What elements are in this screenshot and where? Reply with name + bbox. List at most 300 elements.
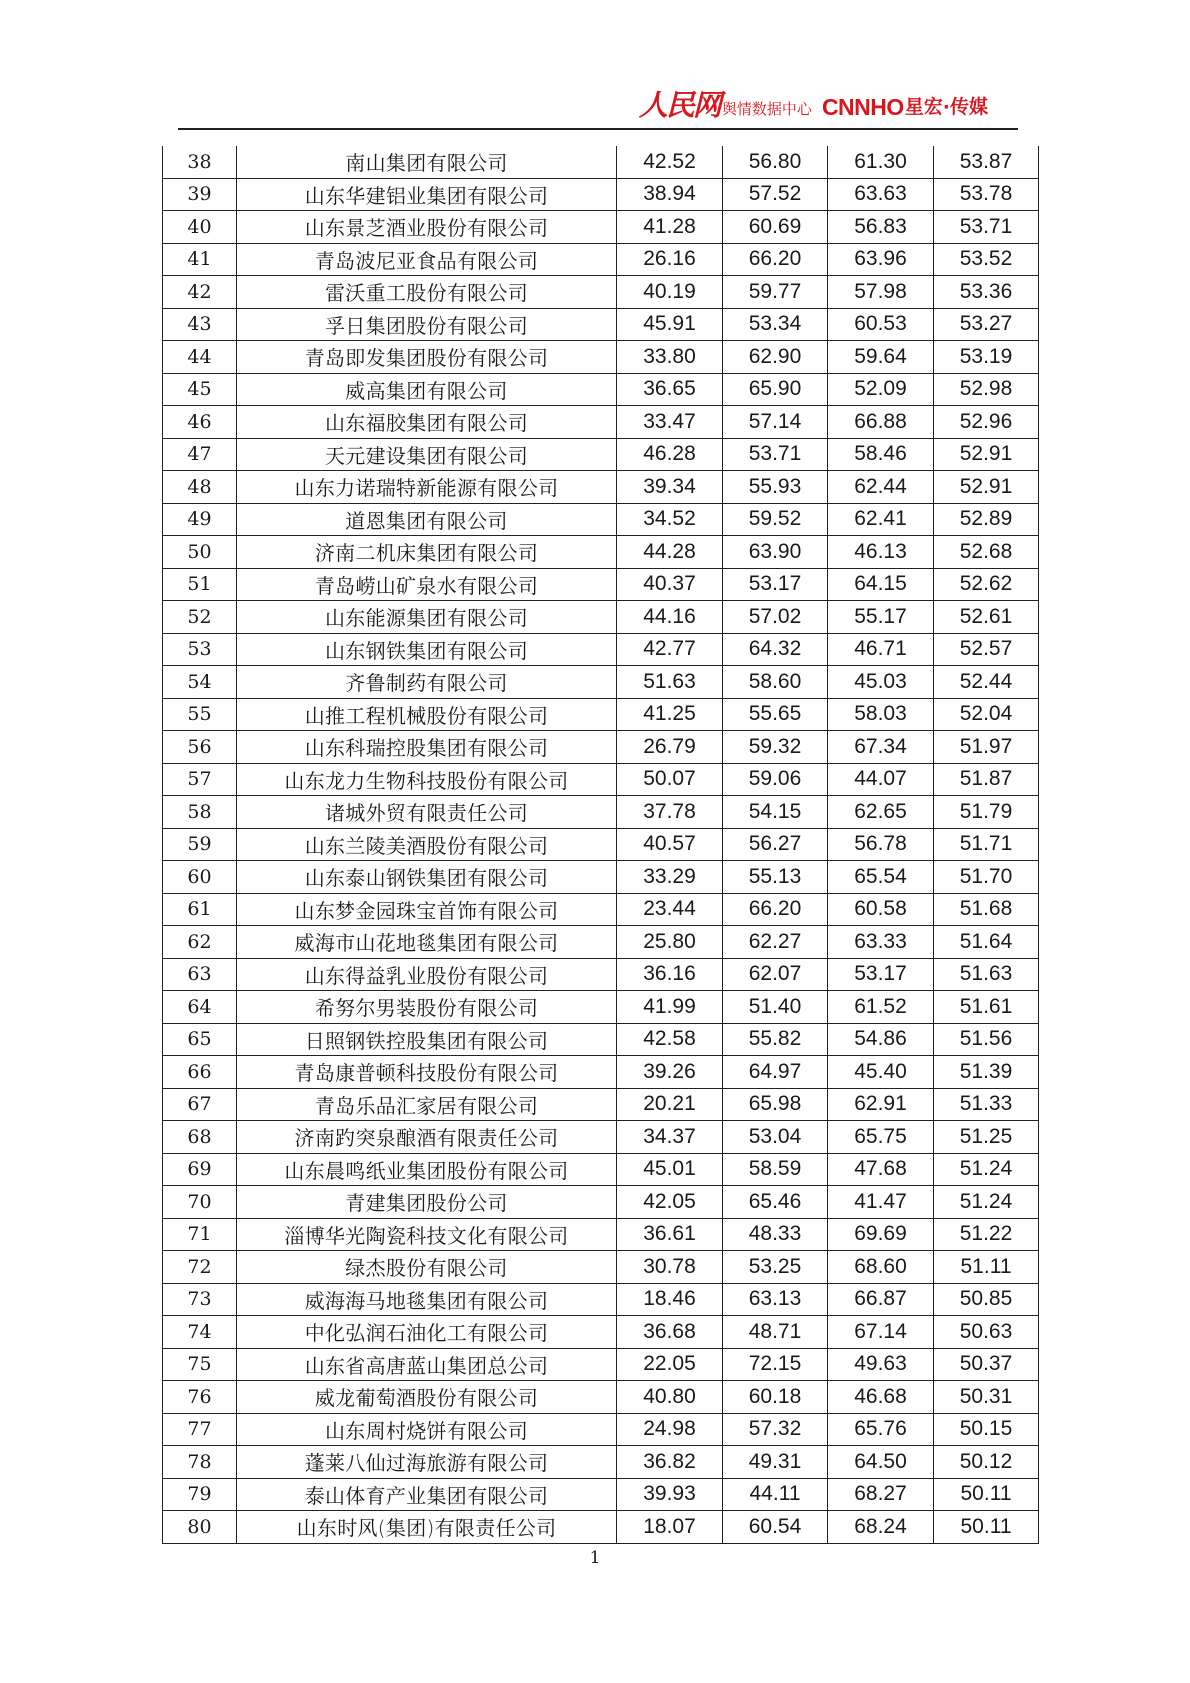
score-2-cell: 55.82 xyxy=(723,1023,828,1056)
rank-cell: 59 xyxy=(163,828,237,861)
table-row xyxy=(163,666,1039,699)
score-1-cell: 33.29 xyxy=(617,861,723,894)
score-2-cell: 56.80 xyxy=(723,146,828,178)
company-name-cell: 青岛康普顿科技股份有限公司 xyxy=(237,1056,617,1089)
score-1-cell: 36.61 xyxy=(617,1218,723,1251)
score-2-cell: 63.13 xyxy=(723,1283,828,1316)
company-name-cell: 山东福胶集团有限公司 xyxy=(237,406,617,439)
rank-cell: 53 xyxy=(163,633,237,666)
total-score-cell: 53.71 xyxy=(934,211,1039,244)
rank-cell: 38 xyxy=(163,146,237,178)
score-3-cell: 55.17 xyxy=(828,601,934,634)
score-1-cell: 40.57 xyxy=(617,828,723,861)
company-name-cell: 山推工程机械股份有限公司 xyxy=(237,698,617,731)
score-2-cell: 53.04 xyxy=(723,1121,828,1154)
score-3-cell: 63.96 xyxy=(828,243,934,276)
score-1-cell: 24.98 xyxy=(617,1413,723,1446)
score-3-cell: 46.13 xyxy=(828,536,934,569)
total-score-cell: 51.24 xyxy=(934,1186,1039,1219)
table-row xyxy=(163,1153,1039,1186)
score-1-cell: 34.52 xyxy=(617,503,723,536)
score-1-cell: 22.05 xyxy=(617,1348,723,1381)
rank-cell: 56 xyxy=(163,731,237,764)
score-1-cell: 26.16 xyxy=(617,243,723,276)
company-name-cell: 青岛波尼亚食品有限公司 xyxy=(237,243,617,276)
score-3-cell: 45.40 xyxy=(828,1056,934,1089)
company-name-cell: 蓬莱八仙过海旅游有限公司 xyxy=(237,1446,617,1479)
score-1-cell: 26.79 xyxy=(617,731,723,764)
total-score-cell: 50.85 xyxy=(934,1283,1039,1316)
table-row xyxy=(163,763,1039,796)
company-name-cell: 中化弘润石油化工有限公司 xyxy=(237,1316,617,1349)
company-name-cell: 山东科瑞控股集团有限公司 xyxy=(237,731,617,764)
table-row xyxy=(163,1381,1039,1414)
rank-cell: 71 xyxy=(163,1218,237,1251)
table-row xyxy=(163,1121,1039,1154)
score-3-cell: 49.63 xyxy=(828,1348,934,1381)
rank-cell: 72 xyxy=(163,1251,237,1284)
total-score-cell: 52.61 xyxy=(934,601,1039,634)
total-score-cell: 52.57 xyxy=(934,633,1039,666)
score-2-cell: 62.07 xyxy=(723,958,828,991)
company-name-cell: 山东能源集团有限公司 xyxy=(237,601,617,634)
score-1-cell: 38.94 xyxy=(617,178,723,211)
table-row xyxy=(163,471,1039,504)
score-1-cell: 33.47 xyxy=(617,406,723,439)
table-row xyxy=(163,341,1039,374)
score-2-cell: 57.02 xyxy=(723,601,828,634)
score-2-cell: 44.11 xyxy=(723,1478,828,1511)
score-3-cell: 46.71 xyxy=(828,633,934,666)
rank-cell: 46 xyxy=(163,406,237,439)
score-1-cell: 40.19 xyxy=(617,276,723,309)
rank-cell: 70 xyxy=(163,1186,237,1219)
table-row xyxy=(163,1283,1039,1316)
ranking-table xyxy=(162,146,1039,1544)
company-name-cell: 济南趵突泉酿酒有限责任公司 xyxy=(237,1121,617,1154)
score-3-cell: 47.68 xyxy=(828,1153,934,1186)
company-name-cell: 雷沃重工股份有限公司 xyxy=(237,276,617,309)
company-name-cell: 山东华建铝业集团有限公司 xyxy=(237,178,617,211)
score-3-cell: 68.24 xyxy=(828,1511,934,1544)
company-name-cell: 诸城外贸有限责任公司 xyxy=(237,796,617,829)
table-row xyxy=(163,1218,1039,1251)
score-3-cell: 62.41 xyxy=(828,503,934,536)
rank-cell: 73 xyxy=(163,1283,237,1316)
score-1-cell: 18.07 xyxy=(617,1511,723,1544)
score-3-cell: 67.14 xyxy=(828,1316,934,1349)
total-score-cell: 50.12 xyxy=(934,1446,1039,1479)
score-2-cell: 55.13 xyxy=(723,861,828,894)
score-2-cell: 48.71 xyxy=(723,1316,828,1349)
total-score-cell: 52.91 xyxy=(934,471,1039,504)
score-1-cell: 41.99 xyxy=(617,991,723,1024)
score-2-cell: 59.32 xyxy=(723,731,828,764)
company-name-cell: 淄博华光陶瓷科技文化有限公司 xyxy=(237,1218,617,1251)
score-3-cell: 59.64 xyxy=(828,341,934,374)
total-score-cell: 51.79 xyxy=(934,796,1039,829)
table-row xyxy=(163,406,1039,439)
total-score-cell: 53.52 xyxy=(934,243,1039,276)
company-name-cell: 威高集团有限公司 xyxy=(237,373,617,406)
total-score-cell: 51.25 xyxy=(934,1121,1039,1154)
score-1-cell: 50.07 xyxy=(617,763,723,796)
table-row xyxy=(163,211,1039,244)
score-3-cell: 58.46 xyxy=(828,438,934,471)
score-2-cell: 64.97 xyxy=(723,1056,828,1089)
score-2-cell: 55.65 xyxy=(723,698,828,731)
rank-cell: 50 xyxy=(163,536,237,569)
table-row xyxy=(163,438,1039,471)
table-row xyxy=(163,503,1039,536)
score-3-cell: 45.03 xyxy=(828,666,934,699)
total-score-cell: 51.68 xyxy=(934,893,1039,926)
rank-cell: 67 xyxy=(163,1088,237,1121)
score-3-cell: 41.47 xyxy=(828,1186,934,1219)
score-3-cell: 68.60 xyxy=(828,1251,934,1284)
score-1-cell: 39.93 xyxy=(617,1478,723,1511)
rank-cell: 69 xyxy=(163,1153,237,1186)
company-name-cell: 山东钢铁集团有限公司 xyxy=(237,633,617,666)
score-3-cell: 62.91 xyxy=(828,1088,934,1121)
score-2-cell: 64.32 xyxy=(723,633,828,666)
rank-cell: 75 xyxy=(163,1348,237,1381)
table-row xyxy=(163,1446,1039,1479)
rank-cell: 40 xyxy=(163,211,237,244)
table-row xyxy=(163,1088,1039,1121)
company-name-cell: 山东梦金园珠宝首饰有限公司 xyxy=(237,893,617,926)
company-name-cell: 孚日集团股份有限公司 xyxy=(237,308,617,341)
total-score-cell: 51.97 xyxy=(934,731,1039,764)
company-name-cell: 道恩集团有限公司 xyxy=(237,503,617,536)
total-score-cell: 53.87 xyxy=(934,146,1039,178)
score-2-cell: 57.32 xyxy=(723,1413,828,1446)
rank-cell: 77 xyxy=(163,1413,237,1446)
total-score-cell: 51.87 xyxy=(934,763,1039,796)
table-row xyxy=(163,1316,1039,1349)
company-name-cell: 希努尔男装股份有限公司 xyxy=(237,991,617,1024)
rank-cell: 64 xyxy=(163,991,237,1024)
score-3-cell: 58.03 xyxy=(828,698,934,731)
total-score-cell: 52.91 xyxy=(934,438,1039,471)
table-row xyxy=(163,633,1039,666)
score-3-cell: 52.09 xyxy=(828,373,934,406)
total-score-cell: 51.22 xyxy=(934,1218,1039,1251)
rank-cell: 78 xyxy=(163,1446,237,1479)
score-1-cell: 44.28 xyxy=(617,536,723,569)
table-row xyxy=(163,276,1039,309)
score-3-cell: 57.98 xyxy=(828,276,934,309)
page-number: 1 xyxy=(589,1548,601,1568)
rank-cell: 47 xyxy=(163,438,237,471)
company-name-cell: 山东得益乳业股份有限公司 xyxy=(237,958,617,991)
publisher-logo xyxy=(639,90,988,120)
score-2-cell: 53.25 xyxy=(723,1251,828,1284)
total-score-cell: 50.63 xyxy=(934,1316,1039,1349)
score-3-cell: 69.69 xyxy=(828,1218,934,1251)
company-name-cell: 山东周村烧饼有限公司 xyxy=(237,1413,617,1446)
score-3-cell: 62.44 xyxy=(828,471,934,504)
total-score-cell: 51.63 xyxy=(934,958,1039,991)
total-score-cell: 52.96 xyxy=(934,406,1039,439)
score-3-cell: 63.63 xyxy=(828,178,934,211)
score-1-cell: 42.58 xyxy=(617,1023,723,1056)
table-row xyxy=(163,698,1039,731)
total-score-cell: 52.89 xyxy=(934,503,1039,536)
score-2-cell: 56.27 xyxy=(723,828,828,861)
company-name-cell: 绿杰股份有限公司 xyxy=(237,1251,617,1284)
company-name-cell: 南山集团有限公司 xyxy=(237,146,617,178)
score-3-cell: 60.58 xyxy=(828,893,934,926)
logo-people-daily: 人民网 xyxy=(638,88,720,122)
table-row xyxy=(163,243,1039,276)
score-1-cell: 23.44 xyxy=(617,893,723,926)
total-score-cell: 51.64 xyxy=(934,926,1039,959)
score-3-cell: 44.07 xyxy=(828,763,934,796)
total-score-cell: 51.39 xyxy=(934,1056,1039,1089)
score-3-cell: 68.27 xyxy=(828,1478,934,1511)
score-2-cell: 62.27 xyxy=(723,926,828,959)
score-1-cell: 18.46 xyxy=(617,1283,723,1316)
score-2-cell: 58.60 xyxy=(723,666,828,699)
score-1-cell: 36.65 xyxy=(617,373,723,406)
rank-cell: 58 xyxy=(163,796,237,829)
table-row xyxy=(163,373,1039,406)
score-1-cell: 51.63 xyxy=(617,666,723,699)
rank-cell: 74 xyxy=(163,1316,237,1349)
score-2-cell: 58.59 xyxy=(723,1153,828,1186)
company-name-cell: 青岛乐品汇家居有限公司 xyxy=(237,1088,617,1121)
score-1-cell: 36.68 xyxy=(617,1316,723,1349)
score-1-cell: 46.28 xyxy=(617,438,723,471)
table-row xyxy=(163,1251,1039,1284)
score-2-cell: 53.34 xyxy=(723,308,828,341)
score-2-cell: 60.54 xyxy=(723,1511,828,1544)
total-score-cell: 51.71 xyxy=(934,828,1039,861)
score-1-cell: 36.16 xyxy=(617,958,723,991)
rank-cell: 39 xyxy=(163,178,237,211)
score-1-cell: 36.82 xyxy=(617,1446,723,1479)
score-2-cell: 59.06 xyxy=(723,763,828,796)
table-row xyxy=(163,796,1039,829)
total-score-cell: 52.68 xyxy=(934,536,1039,569)
total-score-cell: 52.98 xyxy=(934,373,1039,406)
score-1-cell: 39.34 xyxy=(617,471,723,504)
company-name-cell: 日照钢铁控股集团有限公司 xyxy=(237,1023,617,1056)
table-row xyxy=(163,146,1039,178)
company-name-cell: 威海海马地毯集团有限公司 xyxy=(237,1283,617,1316)
rank-cell: 49 xyxy=(163,503,237,536)
logo-xinghong-media: 星宏·传媒 xyxy=(904,96,988,118)
score-3-cell: 53.17 xyxy=(828,958,934,991)
score-2-cell: 53.71 xyxy=(723,438,828,471)
score-3-cell: 61.52 xyxy=(828,991,934,1024)
score-1-cell: 44.16 xyxy=(617,601,723,634)
table-row xyxy=(163,893,1039,926)
company-name-cell: 青岛崂山矿泉水有限公司 xyxy=(237,568,617,601)
rank-cell: 76 xyxy=(163,1381,237,1414)
rank-cell: 45 xyxy=(163,373,237,406)
table-row xyxy=(163,601,1039,634)
table-row xyxy=(163,991,1039,1024)
score-2-cell: 57.14 xyxy=(723,406,828,439)
total-score-cell: 53.27 xyxy=(934,308,1039,341)
company-name-cell: 济南二机床集团有限公司 xyxy=(237,536,617,569)
table-row xyxy=(163,1186,1039,1219)
table-row xyxy=(163,308,1039,341)
score-3-cell: 46.68 xyxy=(828,1381,934,1414)
score-1-cell: 41.25 xyxy=(617,698,723,731)
total-score-cell: 51.61 xyxy=(934,991,1039,1024)
rank-cell: 54 xyxy=(163,666,237,699)
table-row xyxy=(163,1023,1039,1056)
total-score-cell: 51.56 xyxy=(934,1023,1039,1056)
logo-opinion-data-center: 舆情数据中心 xyxy=(721,100,812,118)
score-1-cell: 42.05 xyxy=(617,1186,723,1219)
score-1-cell: 34.37 xyxy=(617,1121,723,1154)
total-score-cell: 50.15 xyxy=(934,1413,1039,1446)
rank-cell: 57 xyxy=(163,763,237,796)
score-2-cell: 65.98 xyxy=(723,1088,828,1121)
company-name-cell: 山东时风(集团)有限责任公司 xyxy=(237,1511,617,1544)
table-row xyxy=(163,1511,1039,1544)
score-1-cell: 20.21 xyxy=(617,1088,723,1121)
total-score-cell: 53.19 xyxy=(934,341,1039,374)
total-score-cell: 51.70 xyxy=(934,861,1039,894)
score-3-cell: 67.34 xyxy=(828,731,934,764)
score-2-cell: 51.40 xyxy=(723,991,828,1024)
company-name-cell: 山东兰陵美酒股份有限公司 xyxy=(237,828,617,861)
company-name-cell: 山东龙力生物科技股份有限公司 xyxy=(237,763,617,796)
score-2-cell: 59.77 xyxy=(723,276,828,309)
total-score-cell: 52.04 xyxy=(934,698,1039,731)
company-name-cell: 威海市山花地毯集团有限公司 xyxy=(237,926,617,959)
rank-cell: 42 xyxy=(163,276,237,309)
score-2-cell: 60.18 xyxy=(723,1381,828,1414)
total-score-cell: 51.33 xyxy=(934,1088,1039,1121)
score-2-cell: 55.93 xyxy=(723,471,828,504)
table-row xyxy=(163,178,1039,211)
rank-cell: 66 xyxy=(163,1056,237,1089)
score-1-cell: 39.26 xyxy=(617,1056,723,1089)
company-name-cell: 天元建设集团有限公司 xyxy=(237,438,617,471)
rank-cell: 41 xyxy=(163,243,237,276)
table-row xyxy=(163,828,1039,861)
table-row xyxy=(163,536,1039,569)
total-score-cell: 52.44 xyxy=(934,666,1039,699)
score-2-cell: 66.20 xyxy=(723,243,828,276)
score-3-cell: 64.50 xyxy=(828,1446,934,1479)
rank-cell: 68 xyxy=(163,1121,237,1154)
rank-cell: 55 xyxy=(163,698,237,731)
score-2-cell: 57.52 xyxy=(723,178,828,211)
score-2-cell: 54.15 xyxy=(723,796,828,829)
score-1-cell: 33.80 xyxy=(617,341,723,374)
score-1-cell: 40.80 xyxy=(617,1381,723,1414)
rank-cell: 51 xyxy=(163,568,237,601)
total-score-cell: 53.36 xyxy=(934,276,1039,309)
score-3-cell: 66.88 xyxy=(828,406,934,439)
table-row xyxy=(163,861,1039,894)
total-score-cell: 52.62 xyxy=(934,568,1039,601)
company-name-cell: 山东景芝酒业股份有限公司 xyxy=(237,211,617,244)
table-row xyxy=(163,958,1039,991)
page-header xyxy=(178,84,1018,130)
score-3-cell: 54.86 xyxy=(828,1023,934,1056)
company-name-cell: 威龙葡萄酒股份有限公司 xyxy=(237,1381,617,1414)
total-score-cell: 50.11 xyxy=(934,1478,1039,1511)
table-row xyxy=(163,1348,1039,1381)
total-score-cell: 53.78 xyxy=(934,178,1039,211)
score-2-cell: 65.90 xyxy=(723,373,828,406)
company-name-cell: 青岛即发集团股份有限公司 xyxy=(237,341,617,374)
score-2-cell: 65.46 xyxy=(723,1186,828,1219)
score-3-cell: 63.33 xyxy=(828,926,934,959)
score-1-cell: 42.77 xyxy=(617,633,723,666)
score-1-cell: 30.78 xyxy=(617,1251,723,1284)
score-2-cell: 72.15 xyxy=(723,1348,828,1381)
score-2-cell: 48.33 xyxy=(723,1218,828,1251)
score-3-cell: 56.83 xyxy=(828,211,934,244)
score-2-cell: 66.20 xyxy=(723,893,828,926)
total-score-cell: 51.11 xyxy=(934,1251,1039,1284)
score-2-cell: 49.31 xyxy=(723,1446,828,1479)
score-1-cell: 41.28 xyxy=(617,211,723,244)
table-row xyxy=(163,1056,1039,1089)
rank-cell: 62 xyxy=(163,926,237,959)
score-2-cell: 59.52 xyxy=(723,503,828,536)
rank-cell: 48 xyxy=(163,471,237,504)
score-3-cell: 56.78 xyxy=(828,828,934,861)
score-3-cell: 62.65 xyxy=(828,796,934,829)
score-1-cell: 37.78 xyxy=(617,796,723,829)
company-name-cell: 齐鲁制药有限公司 xyxy=(237,666,617,699)
table-row xyxy=(163,926,1039,959)
total-score-cell: 50.37 xyxy=(934,1348,1039,1381)
company-name-cell: 山东泰山钢铁集团有限公司 xyxy=(237,861,617,894)
score-1-cell: 42.52 xyxy=(617,146,723,178)
rank-cell: 43 xyxy=(163,308,237,341)
table-row xyxy=(163,1413,1039,1446)
score-3-cell: 65.76 xyxy=(828,1413,934,1446)
company-name-cell: 山东省高唐蓝山集团总公司 xyxy=(237,1348,617,1381)
ranking-table-body xyxy=(163,146,1039,1543)
score-1-cell: 45.01 xyxy=(617,1153,723,1186)
rank-cell: 44 xyxy=(163,341,237,374)
score-3-cell: 64.15 xyxy=(828,568,934,601)
company-name-cell: 泰山体育产业集团有限公司 xyxy=(237,1478,617,1511)
score-2-cell: 63.90 xyxy=(723,536,828,569)
rank-cell: 52 xyxy=(163,601,237,634)
score-3-cell: 61.30 xyxy=(828,146,934,178)
score-2-cell: 62.90 xyxy=(723,341,828,374)
rank-cell: 65 xyxy=(163,1023,237,1056)
score-3-cell: 65.75 xyxy=(828,1121,934,1154)
total-score-cell: 50.31 xyxy=(934,1381,1039,1414)
company-name-cell: 山东力诺瑞特新能源有限公司 xyxy=(237,471,617,504)
rank-cell: 79 xyxy=(163,1478,237,1511)
score-3-cell: 65.54 xyxy=(828,861,934,894)
rank-cell: 61 xyxy=(163,893,237,926)
score-1-cell: 45.91 xyxy=(617,308,723,341)
rank-cell: 63 xyxy=(163,958,237,991)
score-2-cell: 60.69 xyxy=(723,211,828,244)
score-3-cell: 60.53 xyxy=(828,308,934,341)
table-row xyxy=(163,568,1039,601)
company-name-cell: 青建集团股份公司 xyxy=(237,1186,617,1219)
rank-cell: 60 xyxy=(163,861,237,894)
score-1-cell: 25.80 xyxy=(617,926,723,959)
